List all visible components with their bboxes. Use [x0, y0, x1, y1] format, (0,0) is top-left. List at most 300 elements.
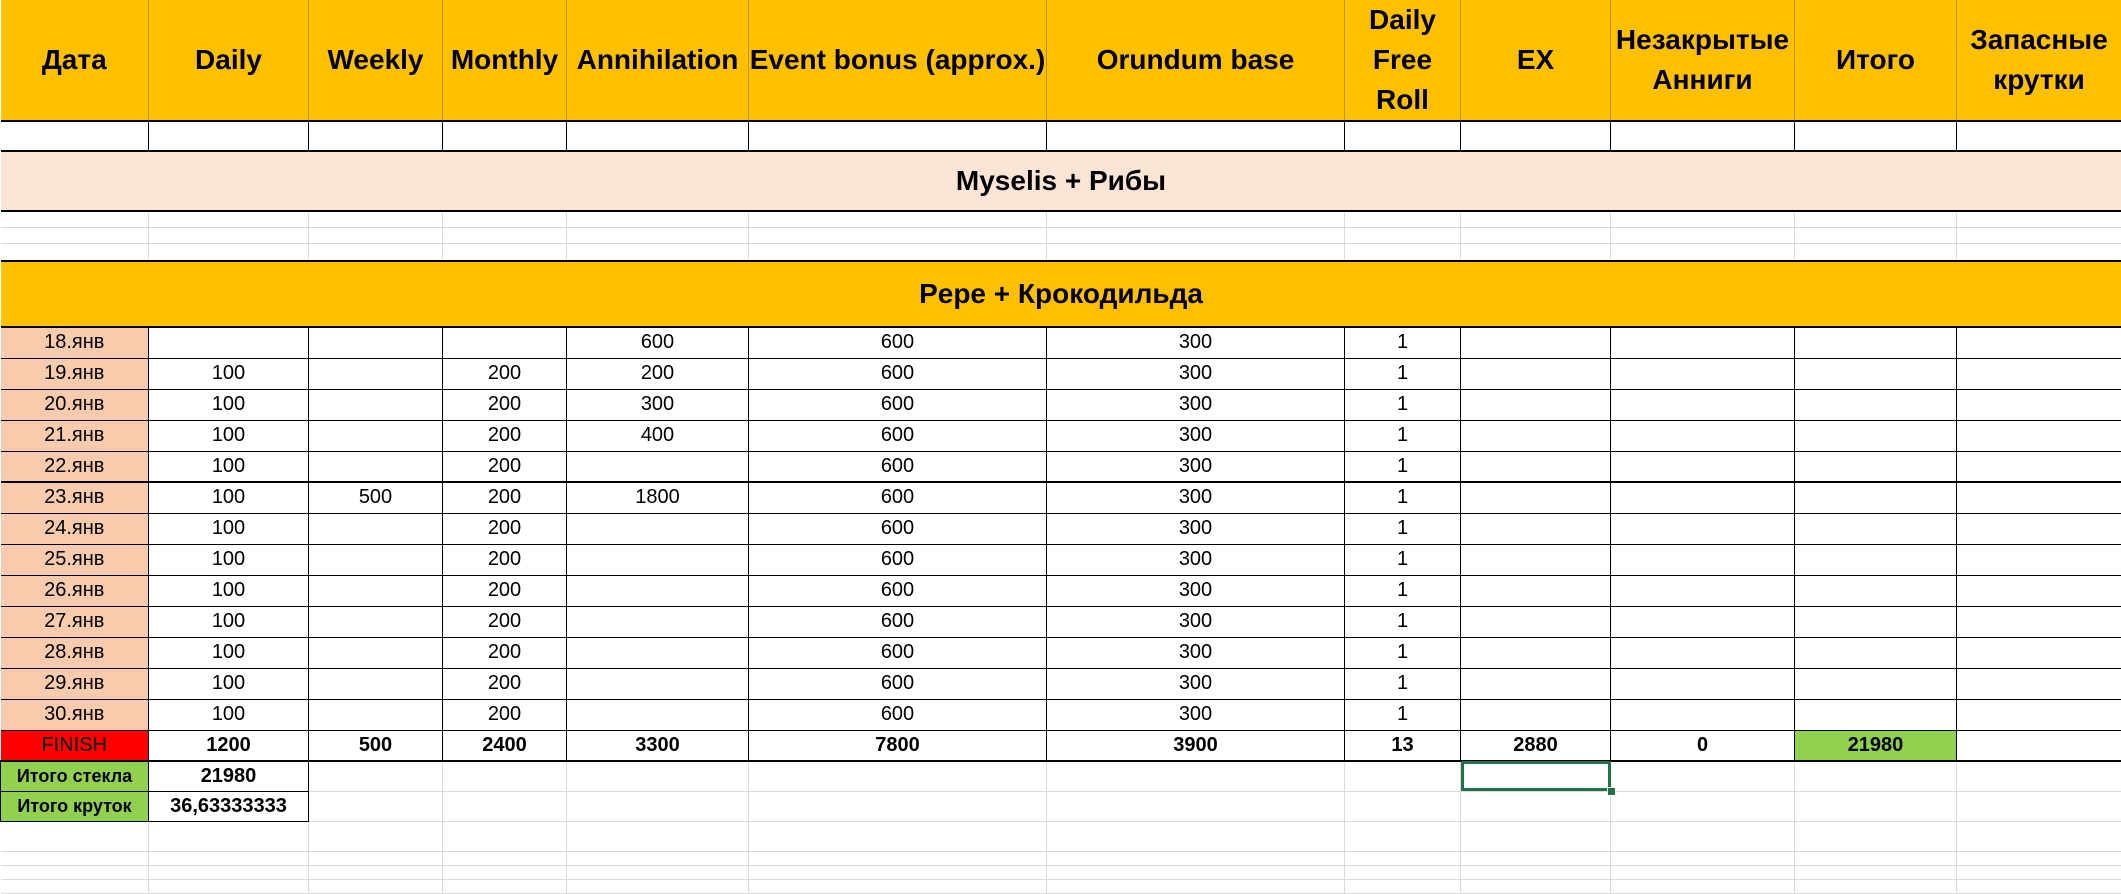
- cell[interactable]: [749, 791, 1047, 821]
- cell[interactable]: [1957, 606, 2121, 637]
- cell[interactable]: [1, 211, 149, 227]
- section-title-myselis[interactable]: Myselis + Рибы: [1, 151, 2121, 211]
- date-cell[interactable]: 29.янв: [1, 668, 149, 699]
- cell[interactable]: [567, 227, 749, 243]
- cell[interactable]: [1461, 420, 1611, 451]
- finish-weekly-cell[interactable]: 500: [309, 730, 443, 761]
- cell[interactable]: [443, 821, 567, 851]
- cell[interactable]: [749, 821, 1047, 851]
- cell[interactable]: [309, 879, 443, 893]
- cell[interactable]: [1345, 211, 1461, 227]
- cell[interactable]: [443, 791, 567, 821]
- cell[interactable]: [309, 243, 443, 261]
- cell[interactable]: [1, 879, 149, 893]
- cell[interactable]: [1, 865, 149, 879]
- cell[interactable]: [1611, 575, 1795, 606]
- cell-daily[interactable]: 100: [149, 575, 309, 606]
- cell-orundum[interactable]: 300: [1047, 482, 1345, 513]
- cell-orundum[interactable]: 300: [1047, 389, 1345, 420]
- cell[interactable]: [1611, 482, 1795, 513]
- finish-monthly-cell[interactable]: 2400: [443, 730, 567, 761]
- cell-monthly[interactable]: 200: [443, 358, 567, 389]
- cell-daily[interactable]: 100: [149, 637, 309, 668]
- cell[interactable]: [443, 227, 567, 243]
- cell[interactable]: [443, 851, 567, 865]
- cell[interactable]: [1461, 451, 1611, 482]
- cell[interactable]: [1957, 791, 2121, 821]
- cell[interactable]: [1957, 482, 2121, 513]
- header-cell-unclosed[interactable]: Незакрытые Анниги: [1611, 0, 1795, 121]
- cell[interactable]: [1795, 699, 1957, 730]
- header-cell-monthly[interactable]: Monthly: [443, 0, 567, 121]
- cell-daily[interactable]: 100: [149, 482, 309, 513]
- finish-orundum-cell[interactable]: 3900: [1047, 730, 1345, 761]
- cell[interactable]: [1047, 879, 1345, 893]
- cell-orundum[interactable]: 300: [1047, 575, 1345, 606]
- cell-event[interactable]: 600: [749, 451, 1047, 482]
- date-cell[interactable]: 27.янв: [1, 606, 149, 637]
- finish-label-cell[interactable]: FINISH: [1, 730, 149, 761]
- header-cell-ex[interactable]: EX: [1461, 0, 1611, 121]
- cell-event[interactable]: 600: [749, 699, 1047, 730]
- cell[interactable]: [1795, 211, 1957, 227]
- cell[interactable]: [1795, 482, 1957, 513]
- cell[interactable]: [443, 761, 567, 791]
- cell-annihilation[interactable]: 1800: [567, 482, 749, 513]
- cell[interactable]: [1611, 121, 1795, 151]
- cell[interactable]: [1611, 358, 1795, 389]
- cell[interactable]: [443, 121, 567, 151]
- cell[interactable]: [1047, 227, 1345, 243]
- cell-roll[interactable]: 1: [1345, 451, 1461, 482]
- cell-annihilation[interactable]: [567, 606, 749, 637]
- cell-daily[interactable]: 100: [149, 699, 309, 730]
- cell[interactable]: [1047, 791, 1345, 821]
- cell[interactable]: [1957, 668, 2121, 699]
- cell-roll[interactable]: 1: [1345, 482, 1461, 513]
- cell-weekly[interactable]: [309, 668, 443, 699]
- cell-weekly[interactable]: [309, 513, 443, 544]
- cell-weekly[interactable]: [309, 389, 443, 420]
- cell[interactable]: [1, 121, 149, 151]
- cell[interactable]: [1461, 358, 1611, 389]
- cell-roll[interactable]: 1: [1345, 389, 1461, 420]
- cell[interactable]: [567, 243, 749, 261]
- cell-daily[interactable]: [149, 327, 309, 358]
- cell[interactable]: [749, 761, 1047, 791]
- cell[interactable]: [1957, 513, 2121, 544]
- cell-roll[interactable]: 1: [1345, 575, 1461, 606]
- date-cell[interactable]: 19.янв: [1, 358, 149, 389]
- cell-annihilation[interactable]: 200: [567, 358, 749, 389]
- cell[interactable]: [1461, 389, 1611, 420]
- cell-monthly[interactable]: 200: [443, 699, 567, 730]
- cell-event[interactable]: 600: [749, 358, 1047, 389]
- cell-weekly[interactable]: [309, 637, 443, 668]
- cell-roll[interactable]: 1: [1345, 513, 1461, 544]
- cell[interactable]: [1611, 791, 1795, 821]
- cell[interactable]: [749, 243, 1047, 261]
- cell[interactable]: [1957, 575, 2121, 606]
- cell[interactable]: [1047, 243, 1345, 261]
- cell-event[interactable]: 600: [749, 544, 1047, 575]
- cell[interactable]: [1611, 227, 1795, 243]
- cell[interactable]: [1795, 851, 1957, 865]
- cell[interactable]: [1795, 544, 1957, 575]
- cell-orundum[interactable]: 300: [1047, 358, 1345, 389]
- cell[interactable]: [1611, 699, 1795, 730]
- cell[interactable]: [1, 227, 149, 243]
- cell-annihilation[interactable]: [567, 451, 749, 482]
- cell-monthly[interactable]: 200: [443, 606, 567, 637]
- cell[interactable]: [1795, 358, 1957, 389]
- cell-roll[interactable]: 1: [1345, 358, 1461, 389]
- cell[interactable]: [1047, 121, 1345, 151]
- cell[interactable]: [567, 879, 749, 893]
- cell-orundum[interactable]: 300: [1047, 544, 1345, 575]
- cell-monthly[interactable]: 200: [443, 544, 567, 575]
- cell[interactable]: [1611, 761, 1795, 791]
- cell[interactable]: [309, 791, 443, 821]
- cell-monthly[interactable]: 200: [443, 482, 567, 513]
- cell[interactable]: [1461, 865, 1611, 879]
- date-cell[interactable]: 18.янв: [1, 327, 149, 358]
- cell[interactable]: [1795, 420, 1957, 451]
- cell[interactable]: [1795, 606, 1957, 637]
- header-cell-orundum-base[interactable]: Orundum base: [1047, 0, 1345, 121]
- cell[interactable]: [309, 211, 443, 227]
- selected-cell[interactable]: [1461, 761, 1611, 791]
- cell-monthly[interactable]: 200: [443, 420, 567, 451]
- cell[interactable]: [149, 227, 309, 243]
- cell[interactable]: [1345, 761, 1461, 791]
- header-cell-daily[interactable]: Daily: [149, 0, 309, 121]
- cell[interactable]: [309, 851, 443, 865]
- cell[interactable]: [443, 211, 567, 227]
- cell-monthly[interactable]: 200: [443, 513, 567, 544]
- cell[interactable]: [749, 851, 1047, 865]
- cell[interactable]: [1957, 451, 2121, 482]
- cell-annihilation[interactable]: [567, 668, 749, 699]
- cell[interactable]: [1345, 243, 1461, 261]
- cell[interactable]: [1461, 227, 1611, 243]
- finish-daily-cell[interactable]: 1200: [149, 730, 309, 761]
- finish-annihilation-cell[interactable]: 3300: [567, 730, 749, 761]
- cell[interactable]: [749, 879, 1047, 893]
- cell[interactable]: [1611, 513, 1795, 544]
- cell-monthly[interactable]: 200: [443, 451, 567, 482]
- cell[interactable]: [1795, 121, 1957, 151]
- cell[interactable]: [1957, 420, 2121, 451]
- cell[interactable]: [149, 879, 309, 893]
- cell[interactable]: [1795, 865, 1957, 879]
- cell-event[interactable]: 600: [749, 482, 1047, 513]
- cell[interactable]: [1957, 761, 2121, 791]
- cell[interactable]: [1345, 851, 1461, 865]
- cell[interactable]: [1957, 637, 2121, 668]
- cell[interactable]: [1795, 637, 1957, 668]
- cell[interactable]: [149, 851, 309, 865]
- cell[interactable]: [1957, 227, 2121, 243]
- cell[interactable]: [567, 791, 749, 821]
- cell[interactable]: [1, 243, 149, 261]
- cell[interactable]: [1611, 451, 1795, 482]
- cell-event[interactable]: 600: [749, 513, 1047, 544]
- cell-event[interactable]: 600: [749, 420, 1047, 451]
- cell[interactable]: [1345, 879, 1461, 893]
- header-cell-total[interactable]: Итого: [1795, 0, 1957, 121]
- cell-weekly[interactable]: [309, 544, 443, 575]
- date-cell[interactable]: 25.янв: [1, 544, 149, 575]
- cell[interactable]: [1795, 243, 1957, 261]
- cell[interactable]: [1461, 879, 1611, 893]
- cell[interactable]: [1, 851, 149, 865]
- cell[interactable]: [1957, 243, 2121, 261]
- cell[interactable]: [1461, 851, 1611, 865]
- cell-roll[interactable]: 1: [1345, 637, 1461, 668]
- header-cell-spare-rolls[interactable]: Запасные крутки: [1957, 0, 2121, 121]
- cell[interactable]: [1461, 482, 1611, 513]
- cell[interactable]: [1611, 865, 1795, 879]
- header-cell-annihilation[interactable]: Annihilation: [567, 0, 749, 121]
- cell-roll[interactable]: 1: [1345, 420, 1461, 451]
- cell-annihilation[interactable]: 300: [567, 389, 749, 420]
- section-title-pepe[interactable]: Pepe + Крокодильда: [1, 261, 2121, 327]
- cell[interactable]: [149, 243, 309, 261]
- date-cell[interactable]: 24.янв: [1, 513, 149, 544]
- cell[interactable]: [1461, 513, 1611, 544]
- header-cell-weekly[interactable]: Weekly: [309, 0, 443, 121]
- cell-annihilation[interactable]: [567, 575, 749, 606]
- finish-event-cell[interactable]: 7800: [749, 730, 1047, 761]
- cell[interactable]: [1611, 668, 1795, 699]
- cell[interactable]: [1795, 879, 1957, 893]
- cell[interactable]: [1461, 327, 1611, 358]
- cell-daily[interactable]: 100: [149, 358, 309, 389]
- cell[interactable]: [1611, 327, 1795, 358]
- cell-monthly[interactable]: 200: [443, 668, 567, 699]
- cell[interactable]: [1957, 121, 2121, 151]
- cell[interactable]: [1957, 211, 2121, 227]
- cell[interactable]: [749, 227, 1047, 243]
- cell[interactable]: [1047, 211, 1345, 227]
- cell[interactable]: [1795, 821, 1957, 851]
- cell[interactable]: [1611, 851, 1795, 865]
- cell[interactable]: [1345, 791, 1461, 821]
- cell-orundum[interactable]: 300: [1047, 327, 1345, 358]
- cell[interactable]: [1611, 243, 1795, 261]
- cell-daily[interactable]: 100: [149, 451, 309, 482]
- cell[interactable]: [1795, 761, 1957, 791]
- cell[interactable]: [1795, 575, 1957, 606]
- cell-orundum[interactable]: 300: [1047, 451, 1345, 482]
- cell[interactable]: [1795, 389, 1957, 420]
- cell[interactable]: [567, 821, 749, 851]
- cell[interactable]: [1461, 121, 1611, 151]
- cell-daily[interactable]: 100: [149, 420, 309, 451]
- date-cell[interactable]: 22.янв: [1, 451, 149, 482]
- cell-event[interactable]: 600: [749, 606, 1047, 637]
- date-cell[interactable]: 30.янв: [1, 699, 149, 730]
- cell-event[interactable]: 600: [749, 637, 1047, 668]
- summary-glass-label[interactable]: Итого стекла: [1, 761, 149, 791]
- cell[interactable]: [1345, 227, 1461, 243]
- cell[interactable]: [1611, 211, 1795, 227]
- cell[interactable]: [443, 879, 567, 893]
- cell-annihilation[interactable]: [567, 513, 749, 544]
- cell-weekly[interactable]: [309, 358, 443, 389]
- cell[interactable]: [149, 821, 309, 851]
- cell[interactable]: [1957, 544, 2121, 575]
- cell[interactable]: [1795, 668, 1957, 699]
- cell[interactable]: [1461, 821, 1611, 851]
- cell[interactable]: [309, 821, 443, 851]
- cell[interactable]: [1461, 699, 1611, 730]
- cell-monthly[interactable]: [443, 327, 567, 358]
- header-cell-event-bonus[interactable]: Event bonus (approx.): [749, 0, 1047, 121]
- cell[interactable]: [1461, 243, 1611, 261]
- cell-event[interactable]: 600: [749, 327, 1047, 358]
- cell[interactable]: [1611, 637, 1795, 668]
- cell[interactable]: [1461, 668, 1611, 699]
- cell[interactable]: [1461, 606, 1611, 637]
- cell[interactable]: [309, 227, 443, 243]
- cell[interactable]: [1461, 211, 1611, 227]
- cell-weekly[interactable]: [309, 699, 443, 730]
- cell[interactable]: [1611, 389, 1795, 420]
- cell[interactable]: [1795, 327, 1957, 358]
- cell[interactable]: [1611, 420, 1795, 451]
- cell[interactable]: [567, 865, 749, 879]
- cell[interactable]: [1795, 791, 1957, 821]
- cell[interactable]: [1957, 851, 2121, 865]
- cell-roll[interactable]: 1: [1345, 668, 1461, 699]
- cell[interactable]: [1345, 121, 1461, 151]
- cell-weekly[interactable]: [309, 606, 443, 637]
- cell[interactable]: [1611, 544, 1795, 575]
- cell[interactable]: [1957, 821, 2121, 851]
- cell[interactable]: [1957, 327, 2121, 358]
- cell-roll[interactable]: 1: [1345, 544, 1461, 575]
- cell[interactable]: [1957, 389, 2121, 420]
- cell[interactable]: [1795, 451, 1957, 482]
- cell-annihilation[interactable]: [567, 699, 749, 730]
- cell[interactable]: [1461, 544, 1611, 575]
- cell[interactable]: [749, 865, 1047, 879]
- cell-orundum[interactable]: 300: [1047, 606, 1345, 637]
- cell-event[interactable]: 600: [749, 668, 1047, 699]
- cell[interactable]: [1461, 791, 1611, 821]
- finish-roll-cell[interactable]: 13: [1345, 730, 1461, 761]
- cell[interactable]: [1, 821, 149, 851]
- cell-event[interactable]: 600: [749, 389, 1047, 420]
- cell-weekly[interactable]: 500: [309, 482, 443, 513]
- cell[interactable]: [149, 211, 309, 227]
- cell-roll[interactable]: 1: [1345, 699, 1461, 730]
- cell-annihilation[interactable]: [567, 544, 749, 575]
- cell-orundum[interactable]: 300: [1047, 420, 1345, 451]
- cell-monthly[interactable]: 200: [443, 575, 567, 606]
- cell-orundum[interactable]: 300: [1047, 513, 1345, 544]
- cell[interactable]: [443, 243, 567, 261]
- cell-orundum[interactable]: 300: [1047, 637, 1345, 668]
- cell[interactable]: [1957, 358, 2121, 389]
- date-cell[interactable]: 26.янв: [1, 575, 149, 606]
- cell-weekly[interactable]: [309, 451, 443, 482]
- cell[interactable]: [309, 121, 443, 151]
- cell[interactable]: [567, 851, 749, 865]
- cell[interactable]: [1795, 227, 1957, 243]
- cell[interactable]: [149, 121, 309, 151]
- summary-glass-value[interactable]: 21980: [149, 761, 309, 791]
- cell-monthly[interactable]: 200: [443, 637, 567, 668]
- cell-annihilation[interactable]: 600: [567, 327, 749, 358]
- cell[interactable]: [1957, 879, 2121, 893]
- cell[interactable]: [309, 865, 443, 879]
- date-cell[interactable]: 23.янв: [1, 482, 149, 513]
- cell-daily[interactable]: 100: [149, 513, 309, 544]
- header-cell-daily-free-roll[interactable]: Daily Free Roll: [1345, 0, 1461, 121]
- cell[interactable]: [1461, 637, 1611, 668]
- cell[interactable]: [1795, 513, 1957, 544]
- summary-rolls-value[interactable]: 36,63333333: [149, 791, 309, 821]
- date-cell[interactable]: 20.янв: [1, 389, 149, 420]
- cell[interactable]: [567, 121, 749, 151]
- cell[interactable]: [749, 211, 1047, 227]
- summary-rolls-label[interactable]: Итого круток: [1, 791, 149, 821]
- finish-ex-cell[interactable]: 2880: [1461, 730, 1611, 761]
- cell[interactable]: [749, 121, 1047, 151]
- cell-weekly[interactable]: [309, 327, 443, 358]
- cell-roll[interactable]: 1: [1345, 606, 1461, 637]
- cell[interactable]: [1345, 821, 1461, 851]
- finish-unclosed-cell[interactable]: 0: [1611, 730, 1795, 761]
- cell-orundum[interactable]: 300: [1047, 668, 1345, 699]
- cell[interactable]: [1957, 699, 2121, 730]
- cell-annihilation[interactable]: [567, 637, 749, 668]
- cell[interactable]: [1047, 821, 1345, 851]
- cell-daily[interactable]: 100: [149, 668, 309, 699]
- cell-daily[interactable]: 100: [149, 606, 309, 637]
- cell[interactable]: [309, 761, 443, 791]
- cell[interactable]: [1957, 865, 2121, 879]
- date-cell[interactable]: 21.янв: [1, 420, 149, 451]
- cell[interactable]: [1611, 879, 1795, 893]
- cell[interactable]: [1611, 606, 1795, 637]
- cell-weekly[interactable]: [309, 575, 443, 606]
- selection-fill-handle[interactable]: [1607, 787, 1616, 796]
- cell-orundum[interactable]: 300: [1047, 699, 1345, 730]
- cell-daily[interactable]: 100: [149, 544, 309, 575]
- cell-roll[interactable]: 1: [1345, 327, 1461, 358]
- cell[interactable]: [1611, 821, 1795, 851]
- cell[interactable]: [1345, 865, 1461, 879]
- cell[interactable]: [567, 211, 749, 227]
- header-cell-date[interactable]: Дата: [1, 0, 149, 121]
- cell-weekly[interactable]: [309, 420, 443, 451]
- cell-monthly[interactable]: 200: [443, 389, 567, 420]
- cell[interactable]: [1047, 865, 1345, 879]
- cell-annihilation[interactable]: 400: [567, 420, 749, 451]
- cell[interactable]: [567, 761, 749, 791]
- cell[interactable]: [1461, 575, 1611, 606]
- cell[interactable]: [443, 865, 567, 879]
- cell-event[interactable]: 600: [749, 575, 1047, 606]
- cell[interactable]: [1047, 851, 1345, 865]
- cell[interactable]: [1957, 730, 2121, 761]
- date-cell[interactable]: 28.янв: [1, 637, 149, 668]
- cell[interactable]: [1047, 761, 1345, 791]
